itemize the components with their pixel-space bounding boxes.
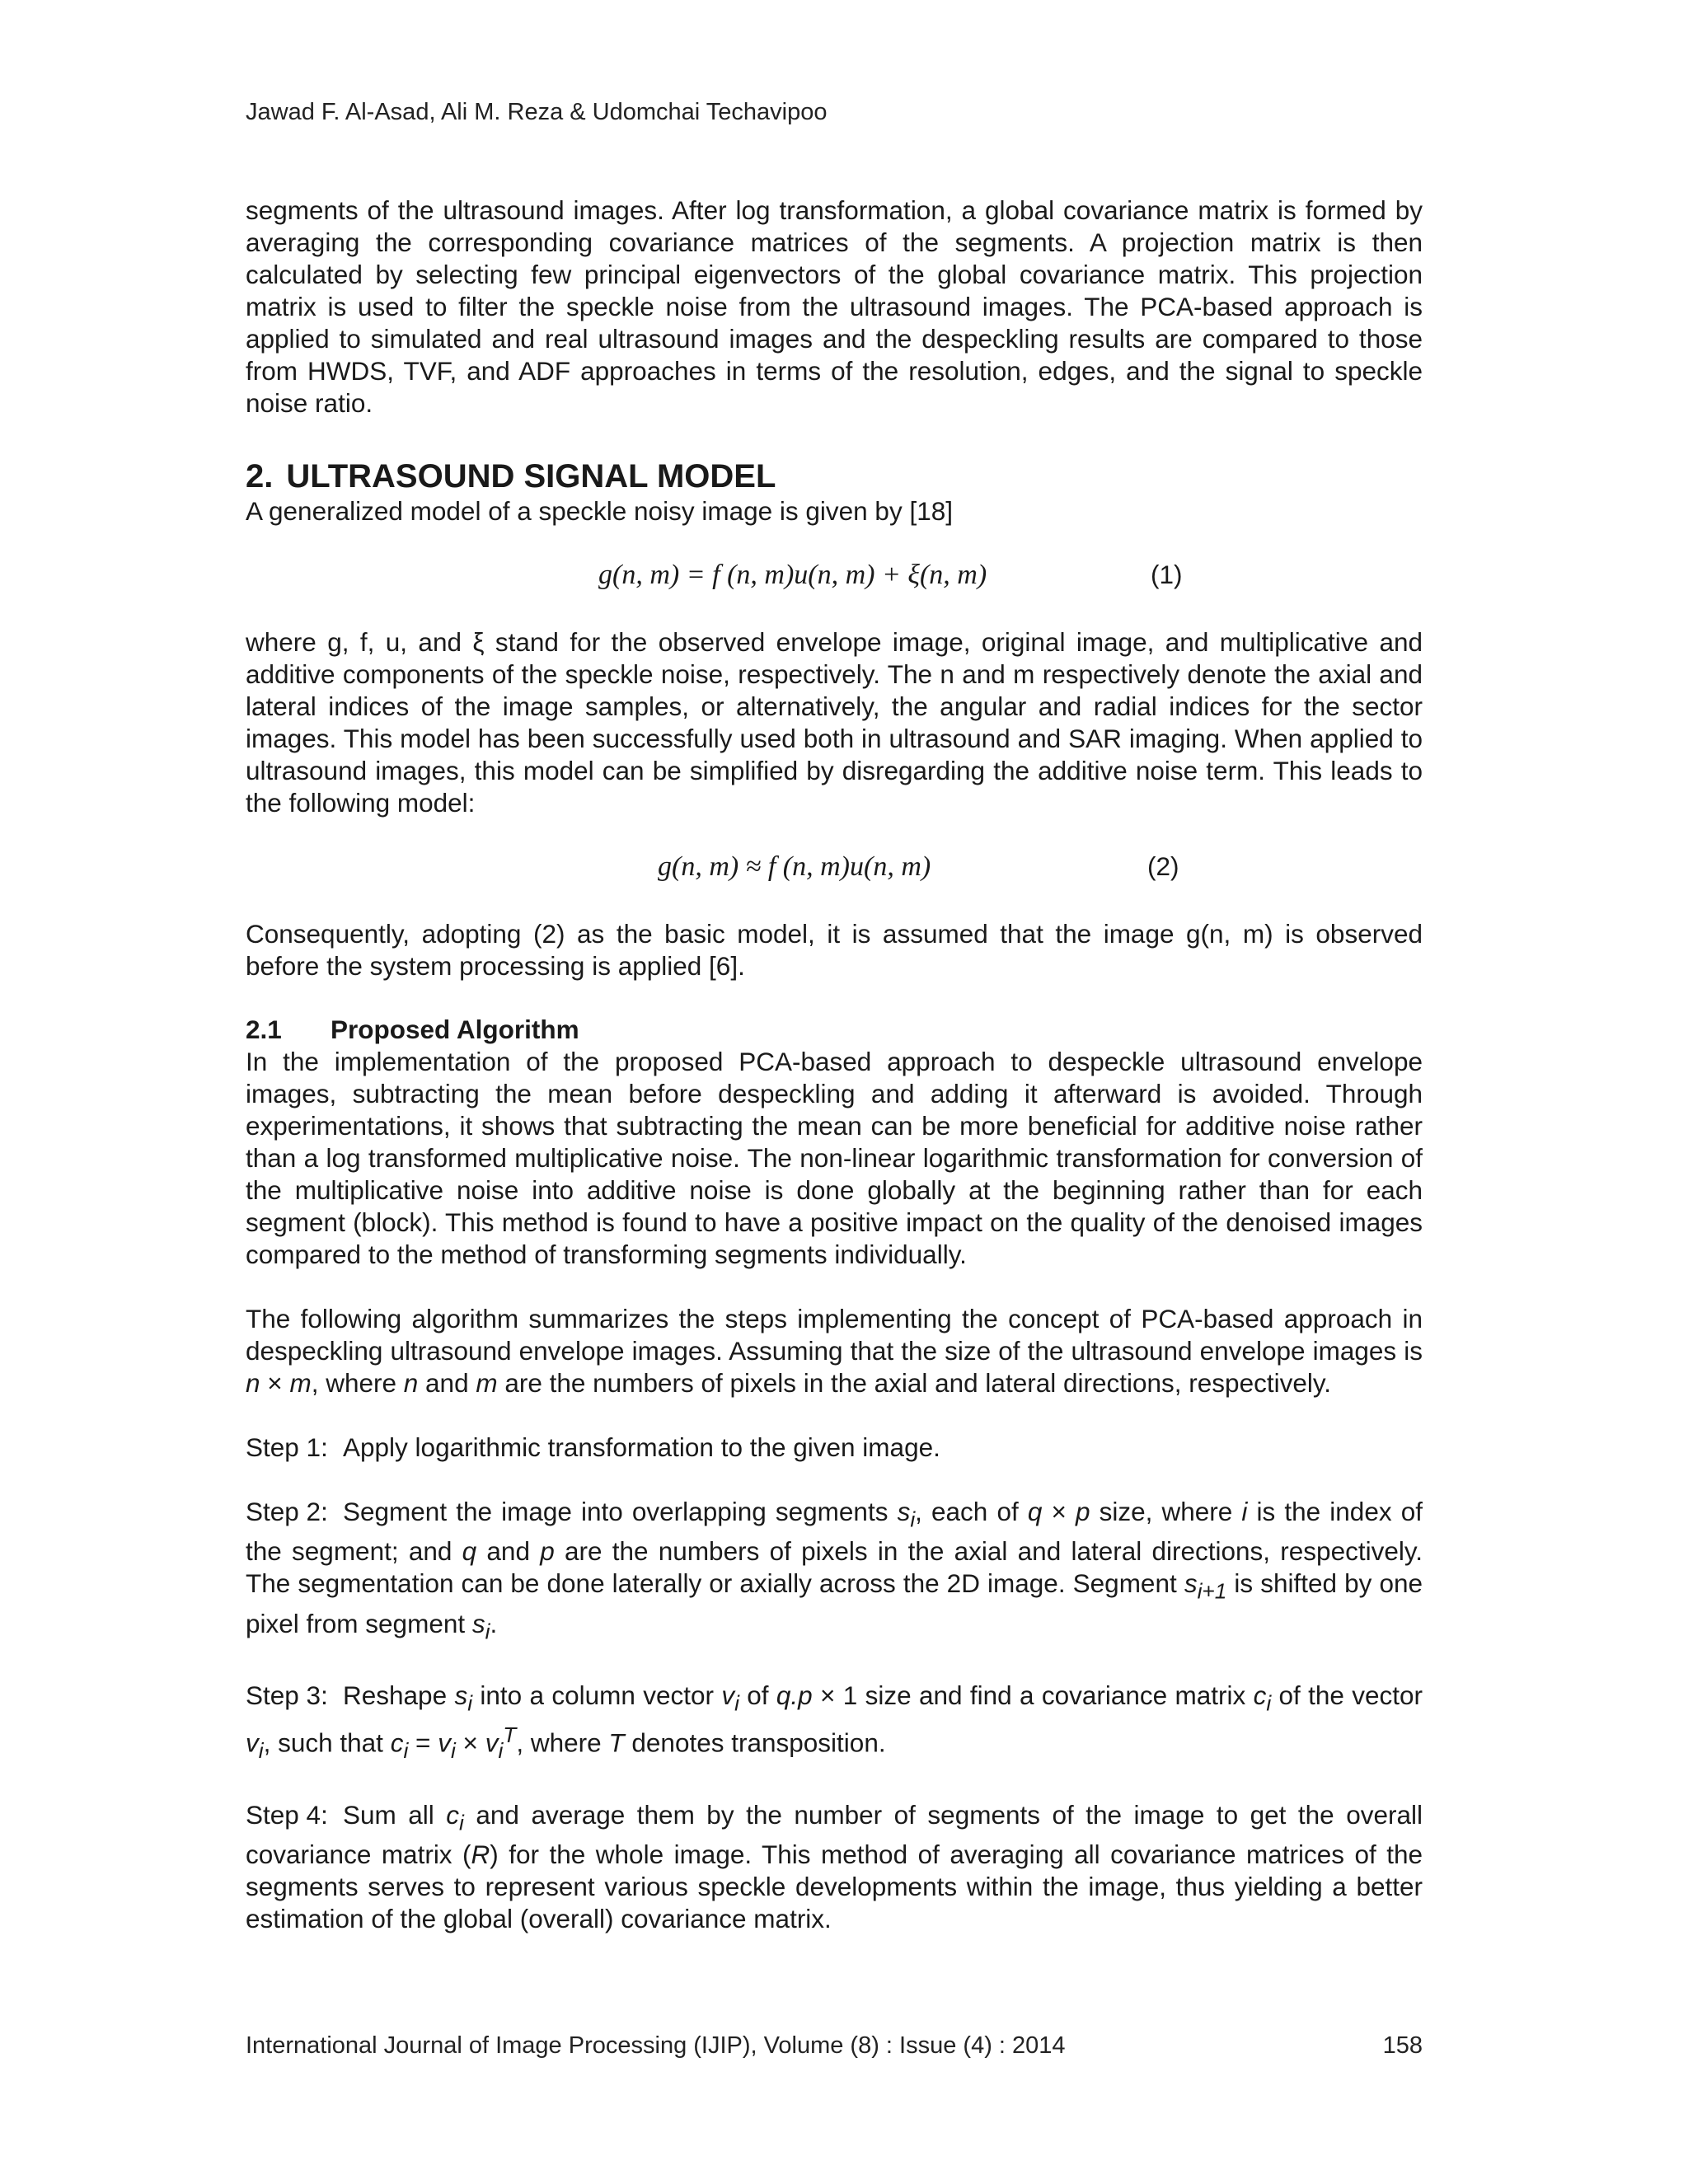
subsection-title: Proposed Algorithm: [331, 1015, 579, 1044]
algorithm-step-1: Step 1: Apply logarithmic transformation to the given image.: [246, 1432, 940, 1462]
step-label: Step 3:: [246, 1680, 328, 1710]
algorithm-step-2: Step 2: Segment the image into overlapping segments $s_i$, each of q × p size, where i is the index of the segment; and q and p are the numbers of pixels in the axial and lateral directions, respectively. The segmentation can be done laterally or axially across the 2D image. Segment $s_{i+1}$ is shifted by one pixel from segment $s_i$.: [246, 1497, 1423, 1643]
page-body: [246, 194, 1423, 1935]
paragraph-basic-model: Consequently, adopting (2) as the basic model, it is assumed that the image g(n, m) is observed before the system processing is applied [6].: [246, 919, 1423, 981]
paragraph-model-description: where g, f, u, and ξ stand for the observed envelope image, original image, and multiplicative and additive components of the speckle noise, respectively. The n and m respectively denote the axial and lateral indices of the image samples, or alternatively, the angular and radial indices for the sector images. This model has been successfully used both in ultrasound and SAR imaging. When applied to ultrasound images, this model can be simplified by disregarding the additive noise term. This leads to the following model:: [246, 627, 1423, 818]
equation-2-formula: g(n, m) ≈ f (n, m)u(n, m): [658, 851, 931, 882]
subsection-2-1-heading: [246, 1014, 1423, 1046]
page-footer: [246, 2032, 1423, 2060]
step-label: Step 1:: [246, 1432, 328, 1462]
page-number: 158: [1382, 2032, 1423, 2059]
paragraph-implementation: In the implementation of the proposed PCA-based approach to despeckle ultrasound envelope images, subtracting the mean before despeckling and adding it afterward is avoided. Through experimentations, it shows that subtracting the mean can be more beneficial for additive noise rather than a log transformed multiplicative noise. The non-linear logarithmic transformation for conversion of the multiplicative noise into additive noise is done globally at the beginning rather than for each segment (block). This method is found to have a positive impact on the quality of the denoised images compared to the method of transforming segments individually.: [246, 1047, 1423, 1269]
step-label: Step 2:: [246, 1497, 328, 1526]
algorithm-step-3: Step 3: Reshape $s_i$ into a column vector $v_i$ of q.p × 1 size and find a covariance matrix $c_i$ of the vector $v_i$, such that $c_i = v_i \times v_i^T$, where T denotes transposition.: [246, 1680, 1423, 1763]
section-2-heading: [246, 457, 1423, 495]
algorithm-step-4: Step 4: Sum all $c_i$ and average them by the number of segments of the image to get the overall covariance matrix (R) for the whole image. This method of averaging all covariance matrices of the segments serves to represent various speckle developments within the image, thus yielding a better estimation of the global (overall) covariance matrix.: [246, 1799, 1423, 1934]
section-2-lead: A generalized model of a speckle noisy image is given by [18]: [246, 496, 953, 526]
equation-2-number: (2): [1147, 851, 1179, 881]
equation-1: [246, 527, 1423, 626]
step-label: Step 4:: [246, 1799, 328, 1830]
intro-paragraph: segments of the ultrasound images. After log transformation, a global covariance matrix is formed by averaging the corresponding covariance matrices of the segments. A projection matrix is then calculated by selecting few principal eigenvectors of the global covariance matrix. This projection matrix is used to filter the speckle noise from the ultrasound images. The PCA-based approach is applied to simulated and real ultrasound images and the despeckling results are compared to those from HWDS, TVF, and ADF approaches in terms of the resolution, edges, and the signal to speckle noise ratio.: [246, 195, 1423, 418]
equation-1-number: (1): [1151, 560, 1183, 589]
section-title: ULTRASOUND SIGNAL MODEL: [286, 458, 776, 494]
running-head-authors: Jawad F. Al-Asad, Ali M. Reza & Udomchai Techavipoo: [246, 99, 828, 125]
equation-1-formula: g(n, m) = f (n, m)u(n, m) + ξ(n, m): [598, 560, 987, 590]
footer-journal: International Journal of Image Processing (IJIP), Volume (8) : Issue (4) : 2014: [246, 2032, 1066, 2059]
subsection-number: 2.1: [246, 1015, 282, 1044]
section-number: 2.: [246, 458, 274, 494]
equation-2: [246, 819, 1423, 918]
paragraph-algorithm-summary: The following algorithm summarizes the steps implementing the concept of PCA-based approach in despeckling ultrasound envelope images. Assuming that the size of the ultrasound envelope images is n × m, where n and m are the numbers of pixels in the axial and lateral directions, respectively.: [246, 1304, 1423, 1398]
